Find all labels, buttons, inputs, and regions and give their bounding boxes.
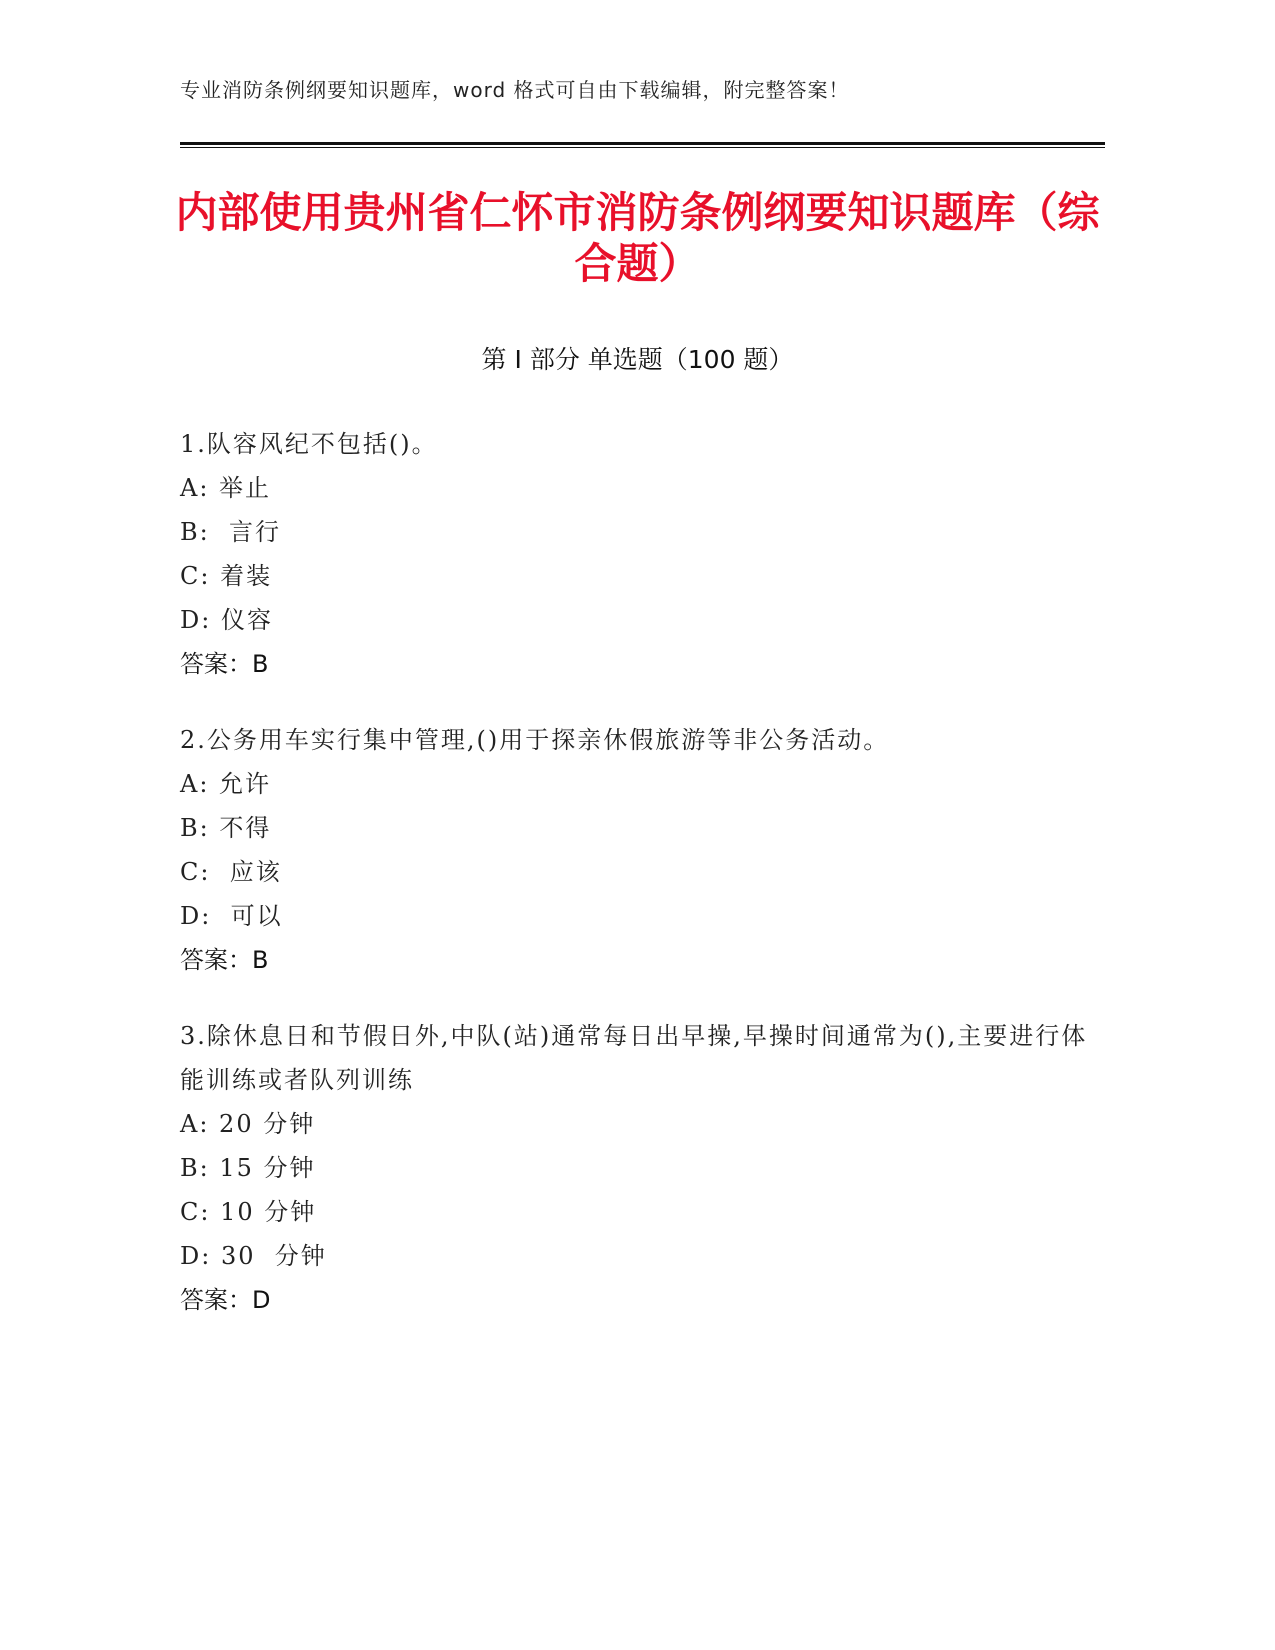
option-d: D: 30 分钟 <box>180 1242 327 1270</box>
option-b: B: 言行 <box>180 518 281 546</box>
option-d: D: 仪容 <box>180 606 273 634</box>
question-stem: 1.队容风纪不包括()。 <box>180 430 438 458</box>
question-item <box>180 1014 1110 1322</box>
option-c: C: 着装 <box>180 562 273 590</box>
question-stem: 2.公务用车实行集中管理,()用于探亲休假旅游等非公务活动。 <box>180 726 890 754</box>
option-a: A: 允许 <box>180 770 272 798</box>
answer-line: 答案：D <box>180 1286 271 1314</box>
option-c: C: 应该 <box>180 858 282 886</box>
option-a: A: 20 分钟 <box>180 1110 316 1138</box>
header-note: 专业消防条例纲要知识题库，word 格式可自由下载编辑，附完整答案！ <box>180 78 850 102</box>
header-divider-thin <box>180 147 1105 148</box>
question-item <box>180 422 1110 686</box>
option-b: B: 不得 <box>180 814 272 842</box>
option-c: C: 10 分钟 <box>180 1198 317 1226</box>
answer-line: 答案：B <box>180 946 269 974</box>
answer-line: 答案：B <box>180 650 269 678</box>
question-stem: 3.除休息日和节假日外,中队(站)通常每日出早操,早操时间通常为(),主要进行体能训练或者队列训练 <box>180 1022 1088 1094</box>
section-title: 第 I 部分 单选题（100 题） <box>481 345 794 374</box>
question-list <box>180 422 1110 1354</box>
option-a: A: 举止 <box>180 474 272 502</box>
option-b: B: 15 分钟 <box>180 1154 316 1182</box>
question-item <box>180 718 1110 982</box>
header-divider <box>180 142 1105 145</box>
option-d: D: 可以 <box>180 902 283 930</box>
document-title: 内部使用贵州省仁怀市消防条例纲要知识题库（综合题） <box>175 188 1100 288</box>
